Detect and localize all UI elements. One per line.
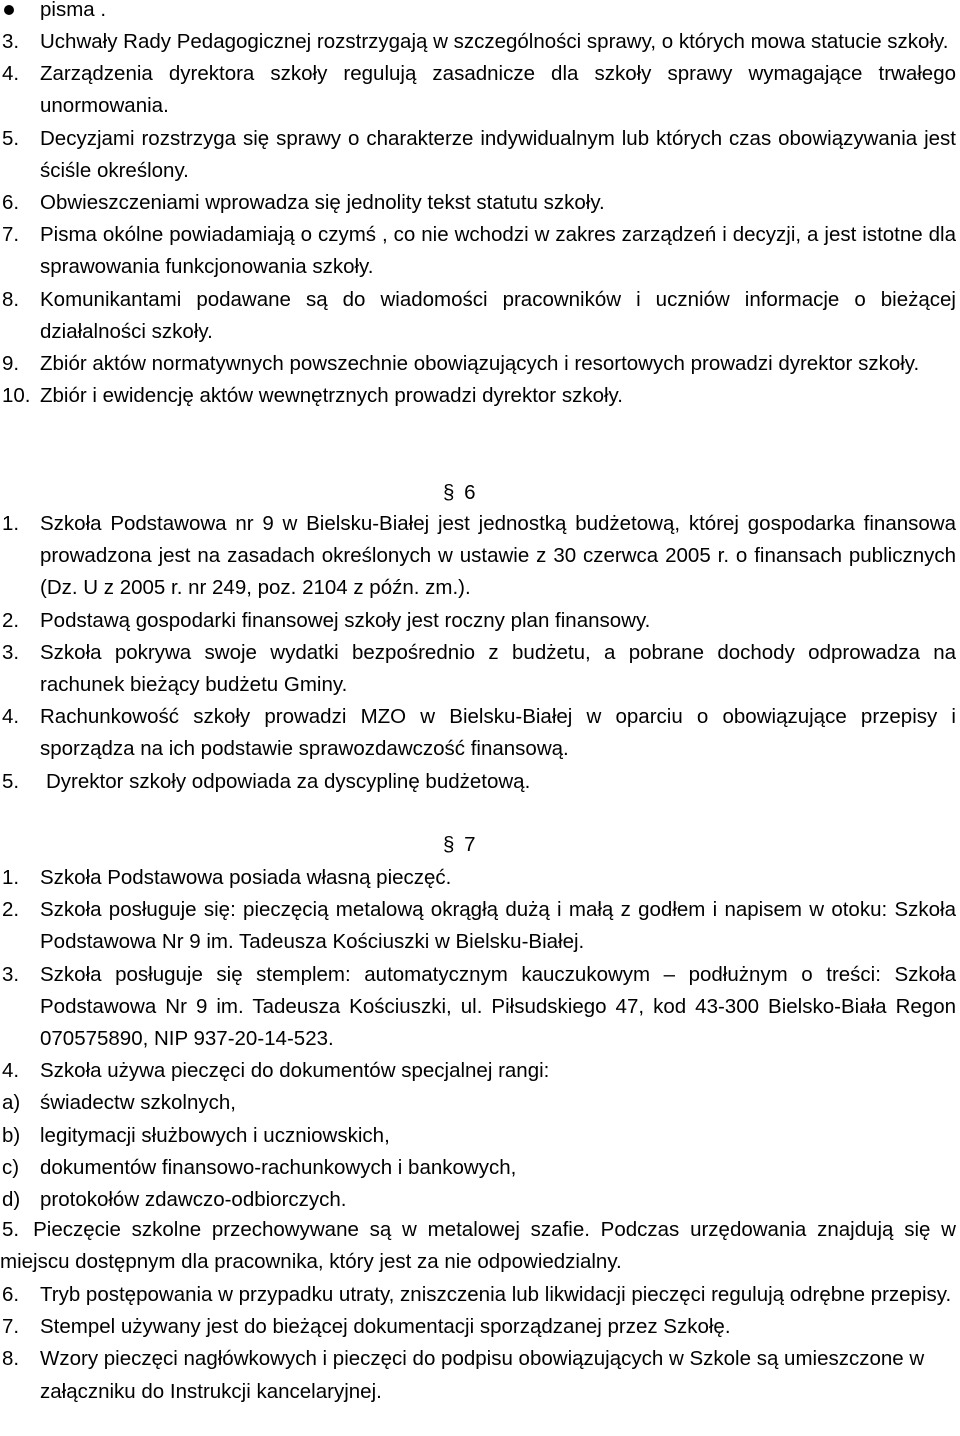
item-letter: c) — [2, 1155, 20, 1179]
item-number: 2. — [2, 608, 20, 632]
item-number: 10. — [2, 384, 31, 408]
section-number: 7 — [464, 833, 476, 856]
list-item — [0, 508, 956, 605]
list-item — [0, 187, 956, 219]
item-text: Pisma okólne powiadamiają o czymś , co nie wchodzi w zakres zarządzeń i decyzji, a jest istotne dla sprawowania funkcjonowania szkoły. — [40, 223, 956, 279]
item-number: 7. — [2, 223, 20, 247]
item-text: Dyrektor szkoły odpowiada za dyscyplinę budżetową. — [46, 769, 531, 793]
item-text: Zarządzenia dyrektora szkoły regulują zasadnicze dla szkoły sprawy wymagające trwałego unormowania. — [40, 62, 956, 118]
list-item — [0, 219, 956, 283]
item-text: Decyzjami rozstrzyga się sprawy o charakterze indywidualnym lub których czas obowiązywania jest ściśle określony. — [40, 126, 956, 182]
list-item — [0, 1311, 956, 1343]
list-block-b — [0, 508, 956, 798]
item-text: Zbiór i ewidencję aktów wewnętrznych prowadzi dyrektor szkoły. — [40, 384, 623, 408]
item-letter: d) — [2, 1188, 21, 1212]
item-number: 9. — [2, 352, 20, 376]
item-text: świadectw szkolnych, — [40, 1091, 236, 1115]
list-item — [0, 605, 956, 637]
item-text: Szkoła Podstawowa nr 9 w Bielsku-Białej jest jednostką budżetową, której gospodarka finansowa prowadzona jest na zasadach określonych w ustawie z 30 czerwca 2005 r. o finansach publicznych (Dz. U z 2005 r. nr 249, poz. 2104 z późn. zm.). — [40, 512, 956, 600]
item-number: 4. — [2, 1059, 20, 1083]
item-text: Tryb postępowania w przypadku utraty, zniszczenia lub likwidacji pieczęci regulują odrębne przepisy. — [40, 1283, 952, 1306]
item-text: Komunikantami podawane są do wiadomości pracowników i uczniów informacje o bieżącej działalności szkoły. — [40, 287, 956, 343]
item-number: 3. — [2, 962, 20, 986]
sub-list-item — [0, 1087, 956, 1119]
item-text: Szkoła pokrywa swoje wydatki bezpośrednio z budżetu, a pobrane dochody odprowadza na rachunek bieżący budżetu Gminy. — [40, 640, 956, 697]
item-number: 1. — [2, 866, 20, 889]
item-text: Szkoła używa pieczęci do dokumentów specjalnej rangi: — [40, 1059, 550, 1083]
item-text: Szkoła posługuje się: pieczęcią metalową okrągłą dużą i małą z godłem i napisem w otoku: Szkoła Podstawowa Nr 9 im. Tadeusza Kościuszki w Bielsku-Białej. — [40, 898, 956, 954]
item-text: Stempel używany jest do bieżącej dokumentacji sporządzanej przez Szkołę. — [40, 1315, 731, 1339]
item-number: 8. — [2, 287, 20, 311]
list-item-flow — [0, 1214, 956, 1278]
item-text: Zbiór aktów normatywnych powszechnie obowiązujących i resortowych prowadzi dyrektor szkoły. — [40, 352, 920, 376]
sub-list-item — [0, 1152, 956, 1184]
list-block-c — [0, 862, 956, 1216]
list-item — [0, 766, 956, 798]
item-number: 8. — [2, 1347, 20, 1371]
section-symbol: § — [443, 481, 455, 504]
section-number: 6 — [464, 481, 476, 504]
list-block-a — [0, 26, 956, 412]
section-symbol: § — [443, 833, 455, 856]
list-item — [0, 1055, 956, 1087]
list-item — [0, 1279, 956, 1311]
item-number: 4. — [2, 705, 20, 729]
section-heading-6 — [0, 477, 476, 509]
item-letter: a) — [2, 1091, 21, 1115]
item-number: 5. — [2, 769, 20, 793]
list-item — [0, 701, 956, 765]
list-item — [0, 348, 956, 380]
item-number: 2. — [2, 898, 20, 922]
item-text: Uchwały Rady Pedagogicznej rozstrzygają w szczególności sprawy, o których mowa statucie szkoły. — [40, 30, 949, 53]
list-item — [0, 959, 956, 1056]
list-item — [0, 862, 956, 894]
item-number: 5. — [2, 1218, 20, 1241]
sub-list-item — [0, 1120, 956, 1152]
list-item — [0, 1343, 956, 1407]
section-heading-7 — [0, 829, 476, 861]
list-item — [0, 123, 956, 187]
list-item — [0, 58, 956, 122]
item-text: Rachunkowość szkoły prowadzi MZO w Bielsku-Białej w oparciu o obowiązujące przepisy i sporządza na ich podstawie sprawozdawczość finansową. — [40, 705, 956, 761]
item-number: 3. — [2, 30, 20, 53]
item-text: dokumentów finansowo-rachunkowych i bankowych, — [40, 1155, 517, 1179]
item-number: 3. — [2, 640, 20, 664]
item-text: protokołów zdawczo-odbiorczych. — [40, 1188, 347, 1212]
item-number: 6. — [2, 191, 20, 215]
item-text: Wzory pieczęci nagłówkowych i pieczęci do podpisu obowiązujących w Szkole są umieszczone w załączniku do Instrukcji kancelaryjnej. — [40, 1347, 925, 1403]
list-block-d — [0, 1279, 956, 1408]
item-number: 6. — [2, 1283, 20, 1306]
item-text: legitymacji służbowych i uczniowskich, — [40, 1123, 390, 1147]
list-item — [0, 894, 956, 958]
list-item — [0, 380, 956, 412]
list-item — [0, 284, 956, 348]
list-item — [0, 637, 956, 701]
item-number: 7. — [2, 1315, 20, 1339]
item-number: 1. — [2, 512, 20, 535]
item-number: 5. — [2, 126, 20, 150]
item-text: Szkoła posługuje się stemplem: automatycznym kauczukowym – podłużnym o treści: Szkoła Podstawowa Nr 9 im. Tadeusza Kościuszki, ul. Piłsudskiego 47, kod 43-300 Bielsko-Biała Regon 070575890, NIP 937-20-14-523. — [40, 962, 956, 1051]
sub-list-item — [0, 1184, 956, 1216]
item-text: Pieczęcie szkolne przechowywane są w metalowej szafie. Podczas urzędowania znajdują się w miejscu dostępnym dla pracownika, który jest za nie odpowiedzialny. — [0, 1218, 956, 1274]
item-text: Podstawą gospodarki finansowej szkoły jest roczny plan finansowy. — [40, 608, 651, 632]
item-letter: b) — [2, 1123, 21, 1147]
list-item — [0, 26, 956, 58]
bullet-text: pisma . — [40, 0, 107, 21]
item-number: 4. — [2, 62, 20, 86]
bullet-icon — [4, 5, 14, 15]
item-text: Szkoła Podstawowa posiada własną pieczęć. — [40, 866, 452, 889]
item-text: Obwieszczeniami wprowadza się jednolity tekst statutu szkoły. — [40, 191, 605, 215]
bullet-item — [0, 0, 960, 26]
